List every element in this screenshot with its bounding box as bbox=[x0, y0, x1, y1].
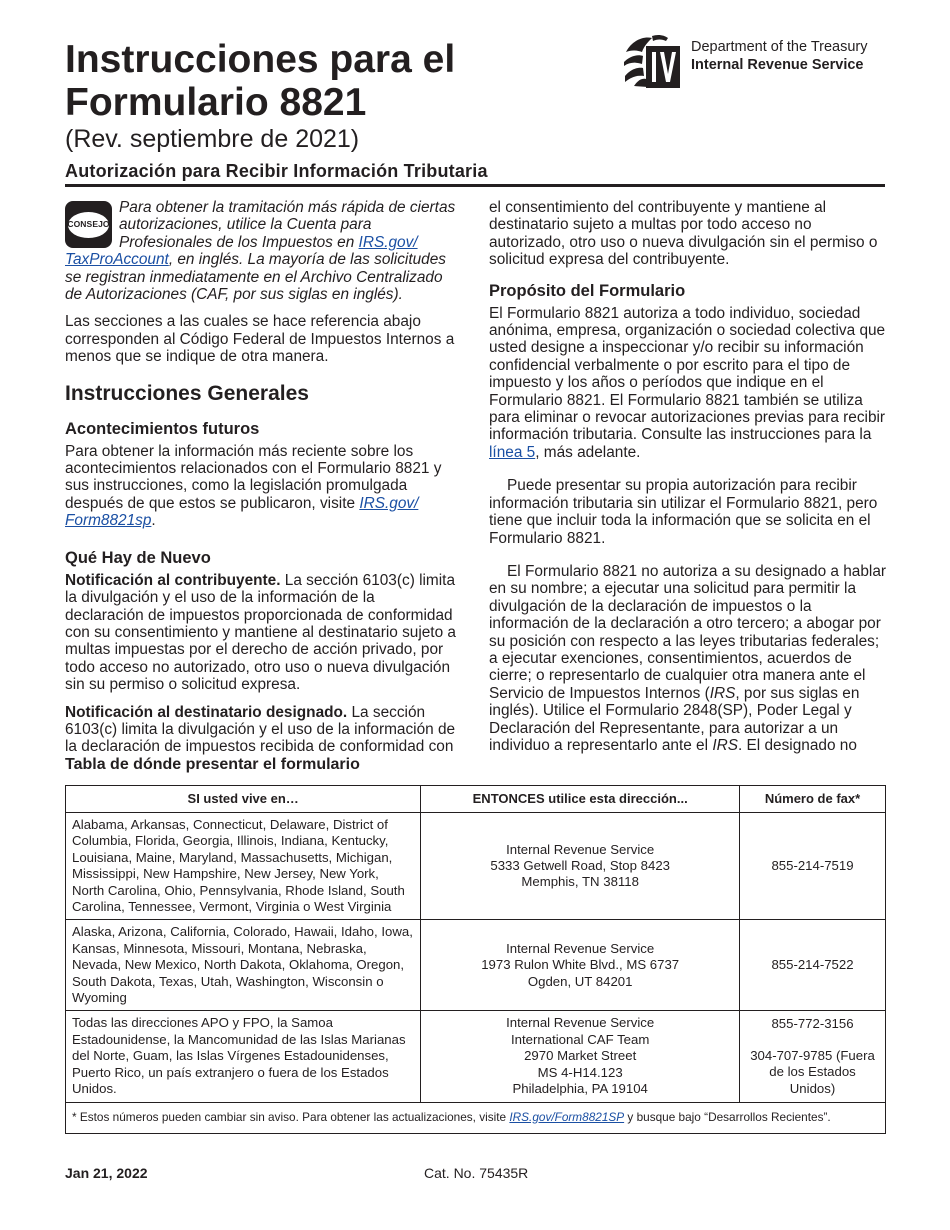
fax-cell: 855-214-7522 bbox=[740, 920, 886, 1011]
designee-notice: Notificación al destinatario designado. La sección 6103(c) limita la divulgación y el uso de la información de la declaración de impuestos recibida de conformidad con bbox=[65, 703, 456, 756]
table-title: Tabla de dónde presentar el formulario bbox=[65, 756, 360, 773]
header-rule bbox=[65, 184, 885, 187]
form-subtitle: Autorización para Recibir Información Tributaria bbox=[65, 161, 488, 181]
general-instructions-heading: Instrucciones Generales bbox=[65, 381, 309, 405]
agency-line-1: Department of the Treasury bbox=[691, 39, 868, 55]
col-header-residence: SI usted vive en… bbox=[66, 786, 421, 813]
where-to-file-table bbox=[65, 785, 886, 1134]
purpose-heading: Propósito del Formulario bbox=[489, 281, 686, 300]
right-column bbox=[489, 199, 887, 764]
states-cell: Todas las direcciones APO y FPO, la Samoa Estadounidense, la Mancomunidad de las Islas Marianas del Norte, Guam, las Islas Vírgenes Estadounidenses, Puerto Rico, un país extranjero o fuera de los Estados Unidos. bbox=[66, 1011, 421, 1102]
col-header-fax: Número de fax* bbox=[740, 786, 886, 813]
taxpayer-notice: Notificación al contribuyente. La sección 6103(c) limita la divulgación y el uso de la información de la declaración de impuestos proporcionada de conformidad con su consentimiento y mantiene al destinatario sujeto a multas impuestas por el derecho de acción privado, por todo acceso no autorizado, otro uso o nueva divulgación sin su permiso o solicitud expresa. bbox=[65, 571, 456, 694]
future-developments-text: Para obtener la información más reciente sobre los acontecimientos relacionados con el Formulario 8821 y sus instrucciones, como la legislación promulgada después de que estos se publicaron, visite IRS.gov/ Form8821sp. bbox=[65, 442, 442, 530]
states-cell: Alabama, Arkansas, Connecticut, Delaware, District of Columbia, Florida, Georgia, Illinois, Indiana, Kentucky, Louisiana, Maine, Maryland, Massachusetts, Michigan, Mississippi, New Hampshire, New Jersey, New York, North Carolina, Ohio, Pennsylvania, Rhode Island, South Carolina, Tennessee, Vermont, Virginia o West Virginia bbox=[66, 813, 421, 920]
table-row bbox=[66, 920, 886, 1011]
form8821sp-update-link[interactable]: IRS.gov/Form8821SP bbox=[509, 1109, 625, 1124]
future-developments-heading: Acontecimientos futuros bbox=[65, 419, 260, 438]
table-footnote: * Estos números pueden cambiar sin aviso. Para obtener las actualizaciones, visite IRS.gov/Form8821SP y busque bajo “Desarrollos Recientes”. bbox=[66, 1102, 886, 1133]
title-line-2: Formulario 8821 bbox=[65, 81, 367, 124]
address-cell: Internal Revenue Service International CAF Team 2970 Market Street MS 4-H14.123 Philadelphia, PA 19104 bbox=[421, 1011, 740, 1102]
address-cell: Internal Revenue Service 1973 Rulon White Blvd., MS 6737 Ogden, UT 84201 bbox=[421, 920, 740, 1011]
catalog-number: Cat. No. 75435R bbox=[424, 1165, 529, 1181]
table-row bbox=[66, 1011, 886, 1102]
purpose-text: El Formulario 8821 autoriza a todo individuo, sociedad anónima, empresa, organización o sociedad colectiva que usted designe a inspeccionar y/o recibir su información confidencial verbalmente o por escrito para el tipo de impuesto y los años o períodos que indique en el Formulario 8821. El Formulario 8821 también se utiliza para eliminar o revocar autorizaciones previas para recibir información tributaria. Consulte las instrucciones para la línea 5, más adelante. bbox=[489, 304, 886, 461]
states-cell: Alaska, Arizona, California, Colorado, Hawaii, Idaho, Iowa, Kansas, Minnesota, Missouri, Montana, Nebraska, Nevada, New Mexico, North Dakota, Oklahoma, Oregon, South Dakota, Texas, Utah, Washington, Wisconsin o Wyoming bbox=[66, 920, 421, 1011]
table-header-row bbox=[66, 786, 886, 813]
fax-cell: 855-772-3156 304-707-9785 (Fuera de los Estados Unidos) bbox=[740, 1011, 886, 1102]
page-title bbox=[65, 38, 455, 124]
address-cell: Internal Revenue Service 5333 Getwell Road, Stop 8423 Memphis, TN 38118 bbox=[421, 813, 740, 920]
left-column bbox=[65, 199, 457, 766]
sections-note: Las secciones a las cuales se hace referencia abajo corresponden al Código Federal de Impuestos Internos a menos que se indique de otra manera. bbox=[65, 313, 455, 366]
title-line-1: Instrucciones para el bbox=[65, 38, 456, 81]
fax-cell: 855-214-7519 bbox=[740, 813, 886, 920]
tip-box: CONSEJO Para obtener la tramitación más rápida de ciertas autorizaciones, utilice la Cuenta para Profesionales de los Impuestos en IRS.gov/ TaxProAccount, en inglés. La mayoría de las solicitudes se registran inmediatamente en el Archivo Centralizado de Autorizaciones (CAF, por sus siglas en inglés). bbox=[65, 199, 456, 304]
footer-date: Jan 21, 2022 bbox=[65, 1165, 148, 1181]
irs-eagle-logo-icon bbox=[622, 32, 684, 90]
tip-badge-icon: CONSEJO bbox=[65, 201, 112, 248]
revision-date: (Rev. septiembre de 2021) bbox=[65, 125, 360, 153]
table-footnote-row bbox=[66, 1102, 886, 1133]
purpose-para-3: El Formulario 8821 no autoriza a su designado a hablar en su nombre; a ejecutar una solicitud para permitir la divulgación de la declaración de impuestos o la información de la declaración a otro tercero; a abogar por su posición con respecto a las leyes tributarias federales; a ejecutar exenciones, consentimientos, acuerdos de cierre; o representarlo de cualquier otra manera ante el Servicio de Impuestos Internos (IRS, por sus siglas en inglés). Utilice el Formulario 2848(SP), Poder Legal y Declaración del Representante, para autorizar a un individuo a representarlo ante el IRS. El designado no bbox=[489, 562, 887, 754]
purpose-para-2: Puede presentar su propia autorización para recibir información tributaria sin utilizar el Formulario 8821, pero tiene que incluir toda la información que se solicita en el Formulario 8821. bbox=[489, 477, 878, 547]
continued-text: el consentimiento del contribuyente y mantiene al destinatario sujeto a multas por todo acceso no autorizado, otro uso o nueva divulgación sin el permiso o solicitud expresa del contribuyente. bbox=[489, 199, 878, 269]
table-row bbox=[66, 813, 886, 920]
agency-line-2: Internal Revenue Service bbox=[691, 57, 864, 73]
agency-block bbox=[622, 32, 892, 92]
whats-new-heading: Qué Hay de Nuevo bbox=[65, 548, 211, 567]
taxpro-account-link[interactable]: IRS.gov/ TaxProAccount bbox=[65, 233, 418, 269]
col-header-address: ENTONCES utilice esta dirección... bbox=[421, 786, 740, 813]
form8821sp-link[interactable]: IRS.gov/ Form8821sp bbox=[65, 494, 419, 530]
line5-link[interactable]: línea 5 bbox=[489, 443, 536, 461]
